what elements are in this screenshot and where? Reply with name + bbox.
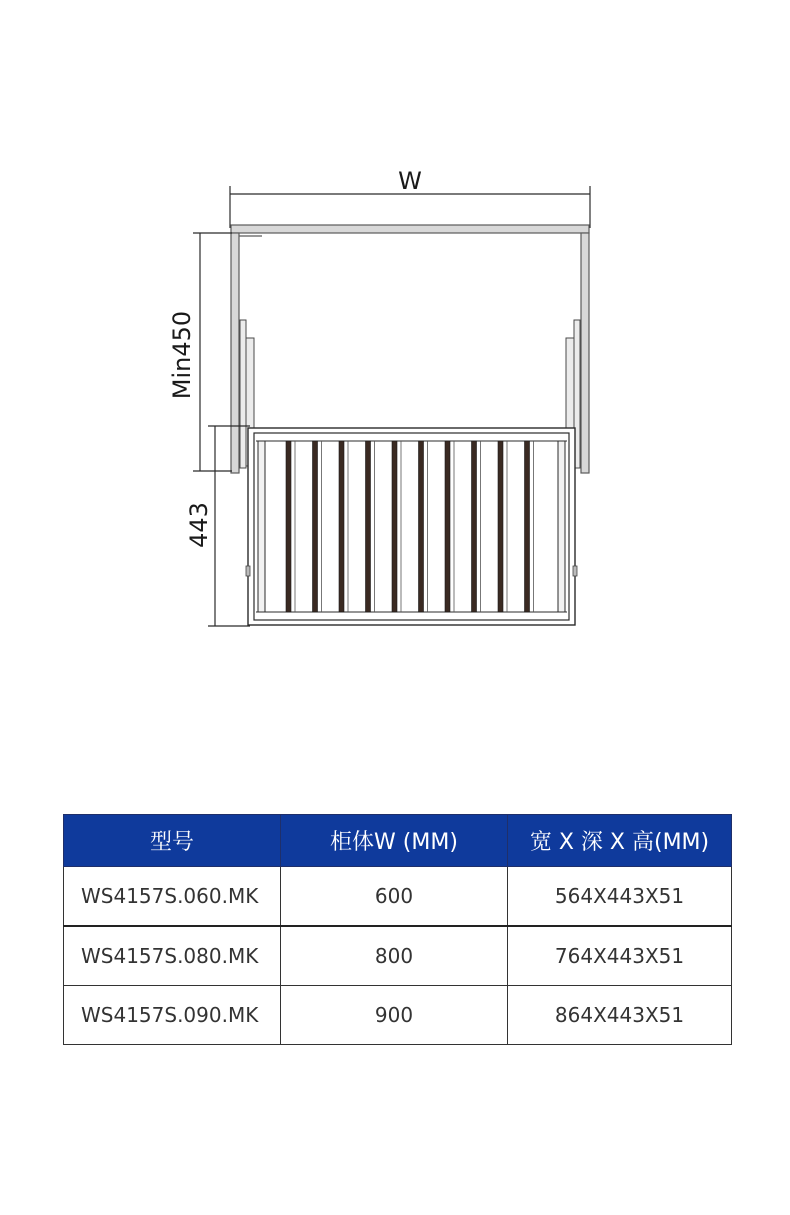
table-row [64,986,732,1045]
basket-slat [419,441,424,612]
basket-slat [445,441,450,612]
cell-dimensions: 564X443X51 [508,867,732,927]
basket-slat [366,441,371,612]
table-header-row [64,815,732,867]
basket-slat [472,441,477,612]
cell-cabinet-width: 600 [281,867,508,927]
basket-slat [392,441,397,612]
table-row [64,926,732,986]
cell-model: WS4157S.060.MK [64,867,281,927]
cell-dimensions: 864X443X51 [508,986,732,1045]
cell-dimensions: 764X443X51 [508,926,732,986]
basket-slat [339,441,344,612]
header-model: 型号 [64,815,281,867]
cell-cabinet-width: 900 [281,986,508,1045]
cell-model: WS4157S.090.MK [64,986,281,1045]
basket-slat [525,441,530,612]
basket-slat [286,441,291,612]
spec-table [63,814,732,1045]
height-label: Min450 [168,310,196,400]
width-label: W [398,167,422,195]
depth-label: 443 [185,502,213,548]
basket-slat [313,441,318,612]
cell-cabinet-width: 800 [281,926,508,986]
header-dimensions: 宽 X 深 X 高(MM) [508,815,732,867]
cell-model: WS4157S.080.MK [64,926,281,986]
header-cabinet-width: 柜体W (MM) [281,815,508,867]
basket-slat [498,441,503,612]
height-dimension [193,233,232,471]
table-row [64,867,732,927]
pull-out-basket [246,428,577,625]
